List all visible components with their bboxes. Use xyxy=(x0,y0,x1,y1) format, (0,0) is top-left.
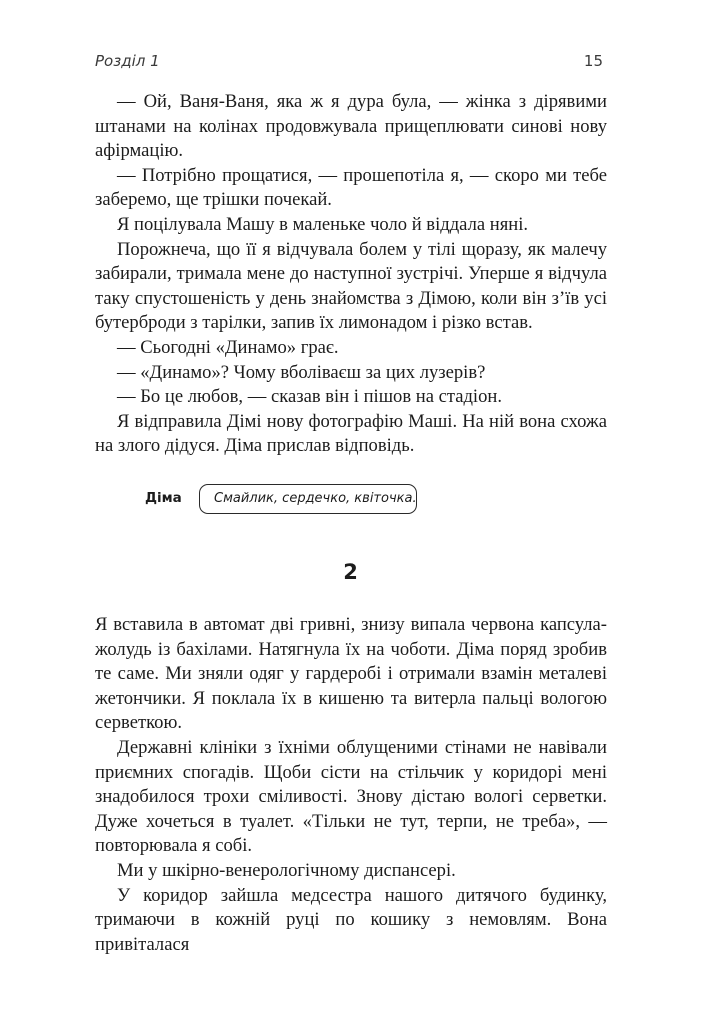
chapter-title: Розділ 1 xyxy=(95,52,160,70)
paragraph: Я поцілувала Машу в маленьке чоло й віддала няні. xyxy=(117,213,529,235)
paragraph: Ми у шкірно-венерологічному диспансері. xyxy=(117,859,456,881)
paragraph: — Ой, Ваня-Ваня, яка ж я дура була, — жінка з дірявими штанами на колінах продовжувала прищеплювати синові нову афірмацію. xyxy=(95,91,607,162)
paragraph: — «Динамо»? Чому вболіваєш за цих лузерів? xyxy=(117,361,486,383)
message-sender: Діма xyxy=(145,490,182,506)
paragraph: Державні клініки з їхніми облущеними стінами не навівали приємних спогадів. Щоби сісти на стільчик у коридорі мені знадобилося трохи сміливості. Знову дістаю вологі серветки. Дуже хочеться в туалет. «Тільки не тут, терпи, не треба», — повторювала я собі. xyxy=(95,736,607,857)
page-number: 15 xyxy=(583,52,603,70)
paragraph: У коридор зайшла медсестра нашого дитячого будинку, тримаючи в кожній руці по кошику з немовлям. Вона привіталася xyxy=(95,884,607,955)
text-block-1 xyxy=(95,90,607,459)
paragraph: Порожнеча, що її я відчувала болем у тілі щоразу, як малечу забирали, тримала мене до наступної зустрічі. Уперше я відчула таку спустошеність у день знайомства з Дімою, коли він з’їв усі бутерброди з тарілки, запив їх лимонадом і різко встав. xyxy=(95,238,607,334)
text-block-2 xyxy=(95,613,607,957)
paragraph: — Потрібно прощатися, — прошепотіла я, — скоро ми тебе заберемо, ще трішки почекай. xyxy=(95,164,607,211)
paragraph: — Сьогодні «Динамо» грає. xyxy=(117,336,339,358)
message-bubble: Смайлик, сердечко, квіточка. xyxy=(199,484,417,514)
running-head xyxy=(95,52,603,76)
section-number: 2 xyxy=(343,560,358,584)
paragraph: — Бо це любов, — сказав він і пішов на стадіон. xyxy=(117,386,502,408)
paragraph: Я вставила в автомат дві гривні, знизу випала червона капсула-жолудь із бахілами. Натягнула їх на чоботи. Діма поряд зробив те саме. Ми зняли одяг у гардеробі і отримали взамін металеві жетончики. Я поклала їх в кишеню та витерла пальці вологою серветкою. xyxy=(95,614,607,734)
paragraph: Я відправила Дімі нову фотографію Маші. На ній вона схожа на злого дідуся. Діма прислав відповідь. xyxy=(95,410,607,457)
